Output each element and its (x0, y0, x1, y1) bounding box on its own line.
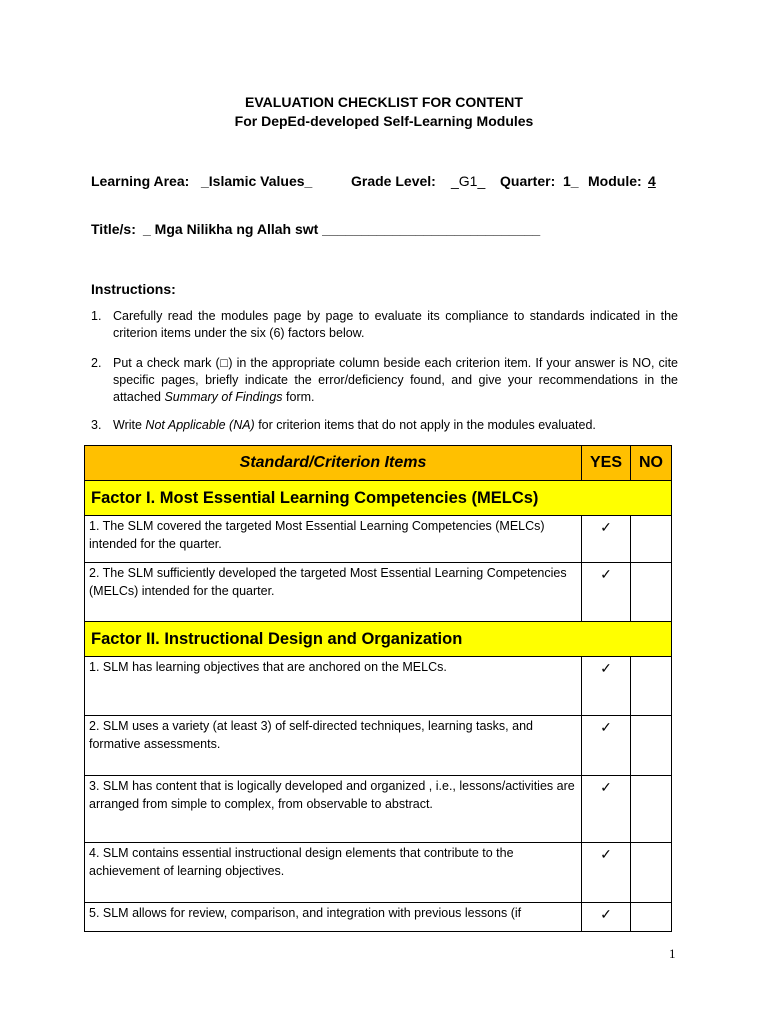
table-row (85, 776, 672, 843)
instruction-item: 3. Write Not Applicable (NA) for criterion items that do not apply in the modules evaluated. (91, 418, 596, 432)
factor-row (85, 622, 672, 657)
criterion-column-header: Standard/Criterion Items (85, 446, 582, 481)
yes-check-cell[interactable]: ✓ (582, 657, 631, 716)
no-check-cell[interactable] (631, 903, 672, 932)
document-subtitle: For DepEd-developed Self-Learning Modules (234, 113, 534, 129)
criterion-item: 2. SLM uses a variety (at least 3) of self-directed techniques, learning tasks, and formative assessments. (85, 716, 582, 776)
criterion-item: 1. The SLM covered the targeted Most Essential Learning Competencies (MELCs) intended for the quarter. (85, 516, 582, 563)
yes-column-header: YES (582, 446, 631, 481)
no-check-cell[interactable] (631, 716, 672, 776)
table-row (85, 716, 672, 776)
table-row (85, 657, 672, 716)
table-row (85, 843, 672, 903)
criterion-item: 5. SLM allows for review, comparison, and integration with previous lessons (if (85, 903, 582, 932)
learning-area-value: _Islamic Values_ (201, 173, 313, 189)
yes-check-cell[interactable]: ✓ (582, 903, 631, 932)
quarter-label: Quarter: (500, 173, 556, 189)
module-title-line (91, 221, 541, 285)
no-check-cell[interactable] (631, 516, 672, 563)
yes-check-cell[interactable]: ✓ (582, 843, 631, 903)
yes-check-cell[interactable]: ✓ (582, 563, 631, 622)
criterion-item: 3. SLM has content that is logically developed and organized , i.e., lessons/activities are arranged from simple to complex, from observable to abstract. (85, 776, 582, 843)
no-column-header: NO (631, 446, 672, 481)
quarter-value: 1_ (563, 173, 579, 189)
grade-level-value: _G1_ (451, 173, 486, 189)
yes-check-cell[interactable]: ✓ (582, 516, 631, 563)
table-row (85, 903, 672, 932)
factor-row (85, 481, 672, 516)
yes-check-cell[interactable]: ✓ (582, 776, 631, 843)
no-check-cell[interactable] (631, 563, 672, 622)
criterion-item: 4. SLM contains essential instructional design elements that contribute to the achievement of learning objectives. (85, 843, 582, 903)
table-row (85, 516, 672, 563)
factor-title: Factor I. Most Essential Learning Competencies (MELCs) (85, 481, 672, 516)
instruction-item: 2. Put a check mark (□) in the appropriate column beside each criterion item. If your answer is NO, cite specific pages, briefly indicate the error/deficiency found, and give your recommendations in the attached Summary of Findings form. (91, 356, 678, 404)
table-row (85, 563, 672, 622)
factor-title: Factor II. Instructional Design and Organization (85, 622, 672, 657)
no-check-cell[interactable] (631, 776, 672, 843)
no-check-cell[interactable] (631, 843, 672, 903)
title-label: Title/s: (91, 221, 136, 237)
yes-check-cell[interactable]: ✓ (582, 716, 631, 776)
no-check-cell[interactable] (631, 657, 672, 716)
page-number: 1 (669, 946, 676, 961)
criterion-item: 1. SLM has learning objectives that are anchored on the MELCs. (85, 657, 582, 716)
title-value: _ Mga Nilikha ng Allah swt ____________________________ (143, 221, 541, 237)
instruction-item: 1. Carefully read the modules page by page to evaluate its compliance to standards indicated in the criterion items under the six (6) factors below. (91, 309, 678, 340)
grade-level-label: Grade Level: (351, 173, 436, 189)
module-label: Module: (588, 173, 642, 189)
table-header-row (85, 446, 672, 481)
module-value: 4 (648, 173, 656, 189)
document-title: EVALUATION CHECKLIST FOR CONTENT (245, 94, 523, 110)
instructions-heading: Instructions: (91, 281, 176, 297)
learning-area-label: Learning Area: (91, 173, 190, 189)
evaluation-checklist-table (84, 445, 672, 932)
criterion-item: 2. The SLM sufficiently developed the targeted Most Essential Learning Competencies (MELCs) intended for the quarter. (85, 563, 582, 622)
